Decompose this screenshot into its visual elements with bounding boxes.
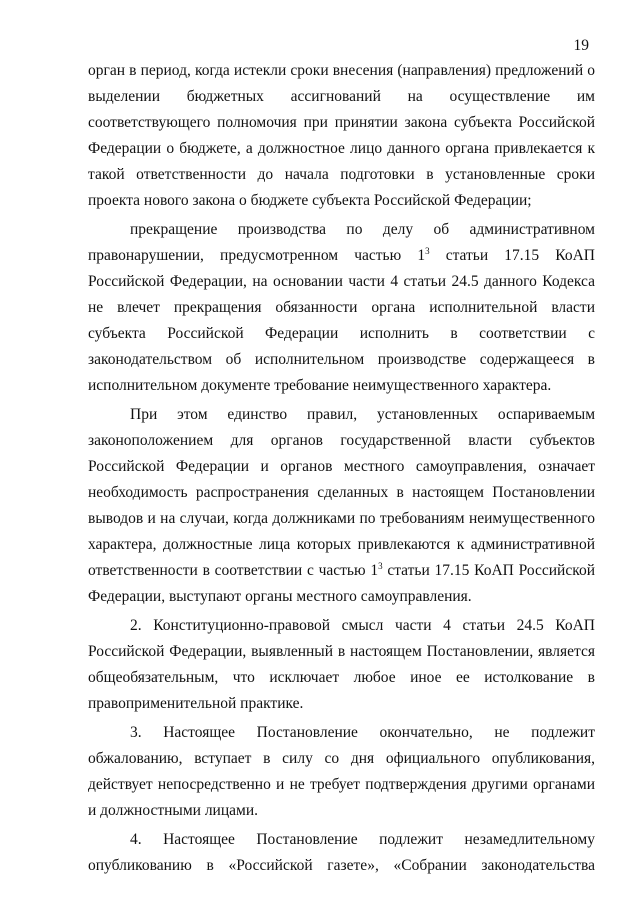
paragraph-item-3: 3. Настоящее Постановление окончательно, не подлежит обжалованию, вступает в силу со дня официального опубликования, действует непосредственно и не требует подтверждения другими органами и должностными лицами. — [88, 724, 595, 819]
paragraph-item-4: 4. Настоящее Постановление подлежит незамедлительному опубликованию в «Российской газете», «Собрании законодательства — [88, 831, 595, 874]
superscript-index: 3 — [378, 561, 383, 571]
superscript-index: 3 — [425, 246, 430, 256]
paragraph-local-self-government — [88, 402, 595, 610]
document-body — [88, 58, 595, 882]
paragraph-text-part: прекращение производства по делу об административном правонарушении, предусмотренном частью 1 — [88, 221, 595, 264]
paragraph-text-part: статьи 17.15 КоАП Российской Федерации, выступают органы местного самоуправления. — [88, 562, 595, 605]
page-number: 19 — [573, 37, 589, 54]
paragraph-text-part: статьи 17.15 КоАП Российской Федерации, на основании части 4 статьи 24.5 данного Кодекса не влечет прекращения обязанности органа исполнительной власти субъекта Российской Федерации исполнить в соответствии с законодательством об исполнительном производстве содержащееся в исполнительном документе требование неимущественного характера. — [88, 247, 595, 394]
paragraph-text-part: При этом единство правил, установленных оспариваемым законоположением для органов государственной власти субъектов Российской Федерации и органов местного самоуправления, означает необходимость распространения сделанных в настоящем Постановлении выводов и на случаи, когда должниками по требованиям неимущественного характера, должностные лица которых привлекаются к административной ответственности в соответствии с частью 1 — [88, 406, 595, 579]
paragraph-item-2: 2. Конституционно-правовой смысл части 4 статьи 24.5 КоАП Российской Федерации, выявленный в настоящем Постановлении, является общеобязательным, что исключает любое иное ее истолкование в правоприменительной практике. — [88, 617, 595, 712]
paragraph-budget-continuation: орган в период, когда истекли сроки внесения (направления) предложений о выделении бюджетных ассигнований на осуществление им соответствующего полномочия при принятии закона субъекта Российской Федерации о бюджете, а должностное лицо данного органа привлекается к такой ответственности до начала подготовки в установленные сроки проекта нового закона о бюджете субъекта Российской Федерации; — [88, 62, 595, 209]
paragraph-termination-of-proceedings — [88, 217, 595, 399]
